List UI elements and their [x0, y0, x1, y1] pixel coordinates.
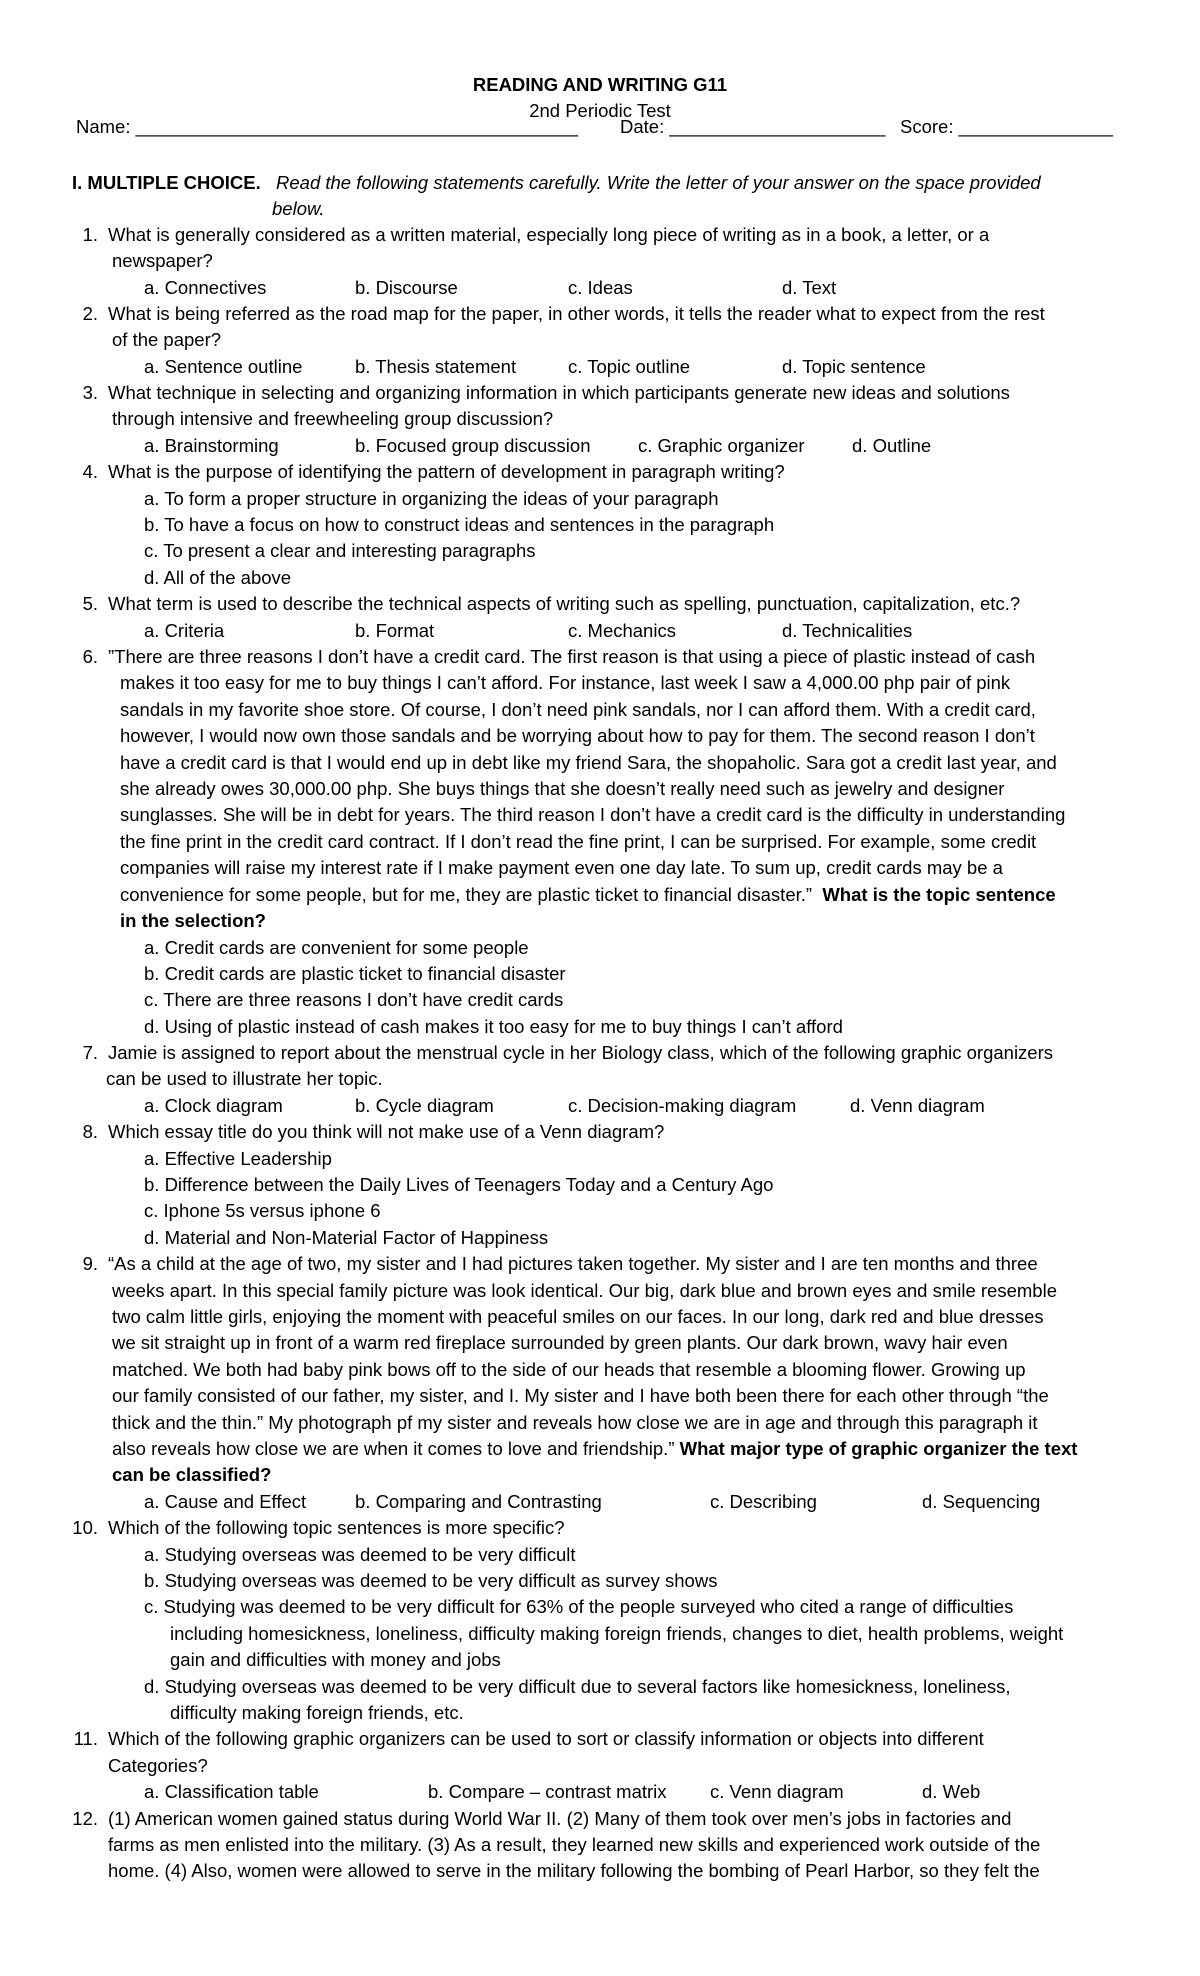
question-prompt: can be classified?: [112, 1464, 272, 1485]
question-prompt: in the selection?: [120, 910, 266, 931]
option: difficulty making foreign friends, etc.: [170, 1702, 464, 1723]
question-text: What is the purpose of identifying the pattern of development in paragraph writing?: [108, 461, 785, 482]
question-text: What is being referred as the road map for the paper, in other words, it tells the reader what to expect from the rest: [108, 303, 1045, 324]
question-text: (1) American women gained status during World War II. (2) Many of them took over men’s jobs in factories and: [108, 1808, 1012, 1829]
option: d. Studying overseas was deemed to be very difficult due to several factors like homesickness, loneliness,: [144, 1676, 1011, 1697]
name-field: Name: ___________________________________________: [76, 116, 579, 137]
option: a. To form a proper structure in organizing the ideas of your paragraph: [144, 488, 719, 509]
option: d. Material and Non-Material Factor of Happiness: [144, 1227, 549, 1248]
option: d. Technicalities: [782, 620, 913, 641]
option: b. Compare – contrast matrix: [428, 1781, 667, 1802]
option: d. Web: [922, 1781, 981, 1802]
option: c. Studying was deemed to be very difficult for 63% of the people surveyed who cited a range of difficulties: [144, 1596, 1014, 1617]
question-text: can be used to illustrate her topic.: [106, 1068, 383, 1089]
question-text: sandals in my favorite shoe store. Of course, I don’t need pink sandals, nor I can afford them. With a credit card,: [120, 699, 1036, 720]
question-number: 5.: [82, 593, 98, 614]
question-number: 2.: [82, 303, 98, 324]
question-text: What is generally considered as a written material, especially long piece of writing as in a book, a letter, or a: [108, 224, 990, 245]
question-number: 11.: [73, 1728, 98, 1749]
test-subtitle: 2nd Periodic Test: [529, 100, 671, 121]
question-text: she already owes 30,000.00 php. She buys things that she doesn’t really need such as jewelry and designer: [120, 778, 1005, 799]
question-text: our family consisted of our father, my sister, and I. My sister and I have both been there for each other through “the: [112, 1385, 1049, 1406]
score-field: Score: _______________: [900, 116, 1113, 137]
option: d. All of the above: [144, 567, 292, 588]
question-text: farms as men enlisted into the military. (3) As a result, they learned new skills and experienced work outside of the: [108, 1834, 1041, 1855]
question-text: companies will raise my interest rate if I make payment even one day late. To sum up, credit cards may be a: [120, 857, 1003, 878]
question-text: sunglasses. She will be in debt for years. The third reason I don’t have a credit card is the difficulty in understanding: [120, 804, 1066, 825]
question-text: “As a child at the age of two, my sister and I had pictures taken together. My sister and I are ten months and three: [108, 1253, 1038, 1274]
question-number: 10.: [72, 1517, 98, 1538]
option: c. Graphic organizer: [638, 435, 805, 456]
option: d. Topic sentence: [782, 356, 926, 377]
option: c. To present a clear and interesting paragraphs: [144, 540, 536, 561]
option: b. To have a focus on how to construct ideas and sentences in the paragraph: [144, 514, 775, 535]
option: a. Brainstorming: [144, 435, 279, 456]
test-title: READING AND WRITING G11: [472, 74, 728, 95]
section-instruction-cont: below.: [272, 198, 325, 219]
student-info-line: [72, 114, 1132, 140]
option: b. Thesis statement: [355, 356, 517, 377]
question-text: [120, 882, 1056, 908]
question-text: we sit straight up in front of a warm red fireplace surrounded by green plants. Our dark brown, wavy hair even: [112, 1332, 1008, 1353]
option: a. Classification table: [144, 1781, 319, 1802]
question-text: however, I would now own those sandals and be worrying about how to pay for them. The second reason I don’t: [120, 725, 1035, 746]
question-text: What term is used to describe the technical aspects of writing such as spelling, punctuation, capitalization, etc.?: [108, 593, 1021, 614]
option: c. There are three reasons I don’t have credit cards: [144, 989, 564, 1010]
option: a. Credit cards are convenient for some people: [144, 937, 529, 958]
option: d. Text: [782, 277, 837, 298]
date-field: Date: _____________________: [620, 116, 886, 137]
question-text: of the paper?: [112, 329, 222, 350]
option: including homesickness, loneliness, difficulty making foreign friends, changes to diet, health problems, weight: [170, 1623, 1064, 1644]
option: b. Cycle diagram: [355, 1095, 494, 1116]
question-number: 6.: [82, 646, 98, 667]
passage-end: convenience for some people, but for me, they are plastic ticket to financial disaster.”: [120, 884, 813, 905]
option: c. Venn diagram: [710, 1781, 844, 1802]
option: c. Iphone 5s versus iphone 6: [144, 1200, 381, 1221]
question-text: Which of the following graphic organizers can be used to sort or classify information or objects into different: [108, 1728, 984, 1749]
question-text: ”There are three reasons I don’t have a credit card. The first reason is that using a piece of plastic instead of cash: [108, 646, 1036, 667]
option: d. Sequencing: [922, 1491, 1041, 1512]
option: a. Criteria: [144, 620, 225, 641]
question-number: 1.: [82, 224, 98, 245]
option: c. Decision-making diagram: [568, 1095, 797, 1116]
section-label: I. MULTIPLE CHOICE.: [72, 172, 261, 193]
option: a. Cause and Effect: [144, 1491, 307, 1512]
option: d. Using of plastic instead of cash makes it too easy for me to buy things I can’t afford: [144, 1016, 843, 1037]
question-number: 9.: [82, 1253, 98, 1274]
option: gain and difficulties with money and jobs: [170, 1649, 501, 1670]
question-text: home. (4) Also, women were allowed to serve in the military following the bombing of Pearl Harbor, so they felt the: [108, 1860, 1040, 1881]
question-text: two calm little girls, enjoying the moment with peaceful smiles on our faces. In our long, dark red and blue dresses: [112, 1306, 1044, 1327]
question-text: Jamie is assigned to report about the menstrual cycle in her Biology class, which of the following graphic organizers: [108, 1042, 1054, 1063]
question-text: newspaper?: [112, 250, 213, 271]
option: b. Credit cards are plastic ticket to financial disaster: [144, 963, 566, 984]
option: a. Sentence outline: [144, 356, 303, 377]
option: b. Format: [355, 620, 435, 641]
option: c. Mechanics: [568, 620, 676, 641]
question-number: 4.: [82, 461, 98, 482]
option: c. Ideas: [568, 277, 633, 298]
question-text: [112, 1436, 1077, 1462]
question-text: What technique in selecting and organizing information in which participants generate new ideas and solutions: [108, 382, 1010, 403]
option: d. Venn diagram: [850, 1095, 985, 1116]
option: a. Clock diagram: [144, 1095, 283, 1116]
passage-end: also reveals how close we are when it comes to love and friendship.”: [112, 1438, 675, 1459]
question-text: weeks apart. In this special family picture was look identical. Our big, dark blue and brown eyes and smile resemble: [112, 1280, 1057, 1301]
option: a. Connectives: [144, 277, 267, 298]
section-instruction: Read the following statements carefully. Write the letter of your answer on the space provided: [276, 172, 1041, 193]
question-number: 8.: [82, 1121, 98, 1142]
option: c. Topic outline: [568, 356, 691, 377]
option: a. Effective Leadership: [144, 1148, 332, 1169]
question-text: makes it too easy for me to buy things I can’t afford. For instance, last week I saw a 4,000.00 php pair of pink: [120, 672, 1011, 693]
question-number: 7.: [82, 1042, 98, 1063]
question-text: through intensive and freewheeling group discussion?: [112, 408, 554, 429]
question-text: Categories?: [108, 1755, 208, 1776]
question-prompt: What major type of graphic organizer the text: [679, 1438, 1078, 1459]
question-prompt: What is the topic sentence: [822, 884, 1056, 905]
question-text: Which of the following topic sentences is more specific?: [108, 1517, 565, 1538]
question-number: 3.: [82, 382, 98, 403]
question-text: matched. We both had baby pink bows off to the side of our heads that resemble a blooming flower. Growing up: [112, 1359, 1026, 1380]
option: b. Discourse: [355, 277, 458, 298]
question-number: 12.: [72, 1808, 98, 1829]
question-text: have a credit card is that I would end up in debt like my friend Sara, the shopaholic. Sara got a credit last year, and: [120, 752, 1057, 773]
option: b. Difference between the Daily Lives of Teenagers Today and a Century Ago: [144, 1174, 774, 1195]
option: a. Studying overseas was deemed to be very difficult: [144, 1544, 576, 1565]
option: b. Focused group discussion: [355, 435, 591, 456]
option: b. Studying overseas was deemed to be very difficult as survey shows: [144, 1570, 718, 1591]
option: c. Describing: [710, 1491, 817, 1512]
question-text: thick and the thin.” My photograph pf my sister and reveals how close we are in age and through this paragraph it: [112, 1412, 1038, 1433]
option: b. Comparing and Contrasting: [355, 1491, 602, 1512]
option: d. Outline: [852, 435, 932, 456]
question-text: Which essay title do you think will not make use of a Venn diagram?: [108, 1121, 665, 1142]
question-text: the fine print in the credit card contract. If I don’t read the fine print, I can be surprised. For example, some credit: [120, 831, 1037, 852]
